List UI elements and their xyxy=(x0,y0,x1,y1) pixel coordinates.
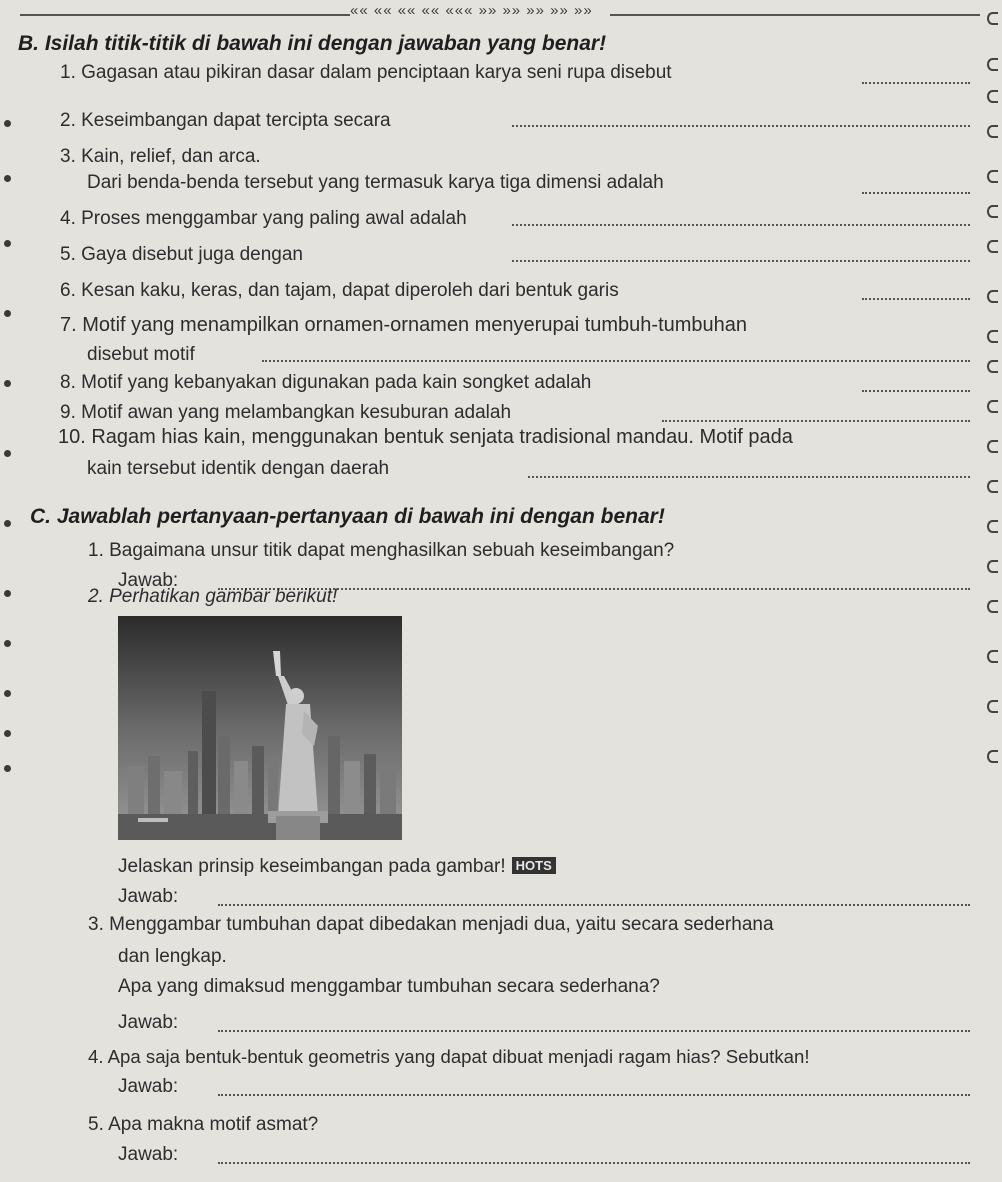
c-question-3-cont: dan lengkap. xyxy=(118,946,227,967)
answer-blank xyxy=(512,260,970,262)
c-answer-label-3: Jawab: xyxy=(118,1012,179,1033)
ornament-glyphs: «« «« «« «« ««« »» »» »» »» »» xyxy=(350,2,593,19)
top-ornament-border xyxy=(0,0,1002,24)
hots-badge: HOTS xyxy=(512,857,556,874)
section-b-title: B. Isilah titik-titik di bawah ini dengan jawaban yang benar! xyxy=(18,32,607,55)
left-margin-dots xyxy=(0,120,14,780)
b-item-8: 8. Motif yang kebanyakan digunakan pada kain songket adalah xyxy=(60,372,592,393)
b-item-7-cont: disebut motif xyxy=(87,344,195,365)
b-item-10: 10. Ragam hias kain, menggunakan bentuk senjata tradisional mandau. Motif pada xyxy=(58,426,793,448)
c-question-5: 5. Apa makna motif asmat? xyxy=(88,1114,319,1135)
c-question-1: 1. Bagaimana unsur titik dapat menghasilkan sebuah keseimbangan? xyxy=(88,540,675,561)
c-question-2: 2. Perhatikan gambar berikut! xyxy=(88,586,338,607)
q2-prompt-text: Jelaskan prinsip keseimbangan pada gambar! xyxy=(118,856,506,877)
answer-blank xyxy=(512,224,970,226)
answer-blank xyxy=(862,82,970,84)
b-item-3: 3. Kain, relief, dan arca. xyxy=(60,146,261,167)
b-item-10-cont: kain tersebut identik dengan daerah xyxy=(87,458,390,479)
section-c-title: C. Jawablah pertanyaan-pertanyaan di bawah ini dengan benar! xyxy=(30,505,665,528)
right-margin-marks xyxy=(980,0,1002,800)
b-item-1: 1. Gagasan atau pikiran dasar dalam penciptaan karya seni rupa disebut xyxy=(60,62,672,83)
answer-blank xyxy=(862,390,970,392)
c-answer-label-4: Jawab: xyxy=(118,1076,179,1097)
c-answer-label-2: Jawab: xyxy=(118,886,179,907)
answer-blank xyxy=(262,360,970,362)
answer-blank xyxy=(512,125,970,127)
answer-blank xyxy=(862,298,970,300)
c-question-4: 4. Apa saja bentuk-bentuk geometris yang dapat dibuat menjadi ragam hias? Sebutkan! xyxy=(88,1046,810,1067)
c-answer-label-1: Jawab: xyxy=(118,570,179,591)
answer-blank xyxy=(528,476,970,478)
c-answer-label-5: Jawab: xyxy=(118,1144,179,1165)
b-item-4: 4. Proses menggambar yang paling awal adalah xyxy=(60,208,467,229)
answer-blank xyxy=(662,420,970,422)
answer-line xyxy=(218,1162,970,1164)
c-question-2-prompt xyxy=(118,856,556,878)
answer-blank xyxy=(862,192,970,194)
answer-line xyxy=(218,1094,970,1096)
b-item-7: 7. Motif yang menampilkan ornamen-ornamen menyerupai tumbuh-tumbuhan xyxy=(60,314,748,336)
statue-of-liberty-photo xyxy=(118,616,402,840)
answer-line xyxy=(218,904,970,906)
answer-line xyxy=(218,1030,970,1032)
b-item-3-question: Dari benda-benda tersebut yang termasuk karya tiga dimensi adalah xyxy=(87,172,664,193)
b-item-2: 2. Keseimbangan dapat tercipta secara xyxy=(60,110,391,131)
c-question-3-prompt: Apa yang dimaksud menggambar tumbuhan secara sederhana? xyxy=(118,976,660,997)
b-item-9: 9. Motif awan yang melambangkan kesuburan adalah xyxy=(60,402,512,423)
b-item-5: 5. Gaya disebut juga dengan xyxy=(60,244,303,265)
b-item-6: 6. Kesan kaku, keras, dan tajam, dapat diperoleh dari bentuk garis xyxy=(60,280,619,301)
c-question-3: 3. Menggambar tumbuhan dapat dibedakan menjadi dua, yaitu secara sederhana xyxy=(88,914,774,935)
